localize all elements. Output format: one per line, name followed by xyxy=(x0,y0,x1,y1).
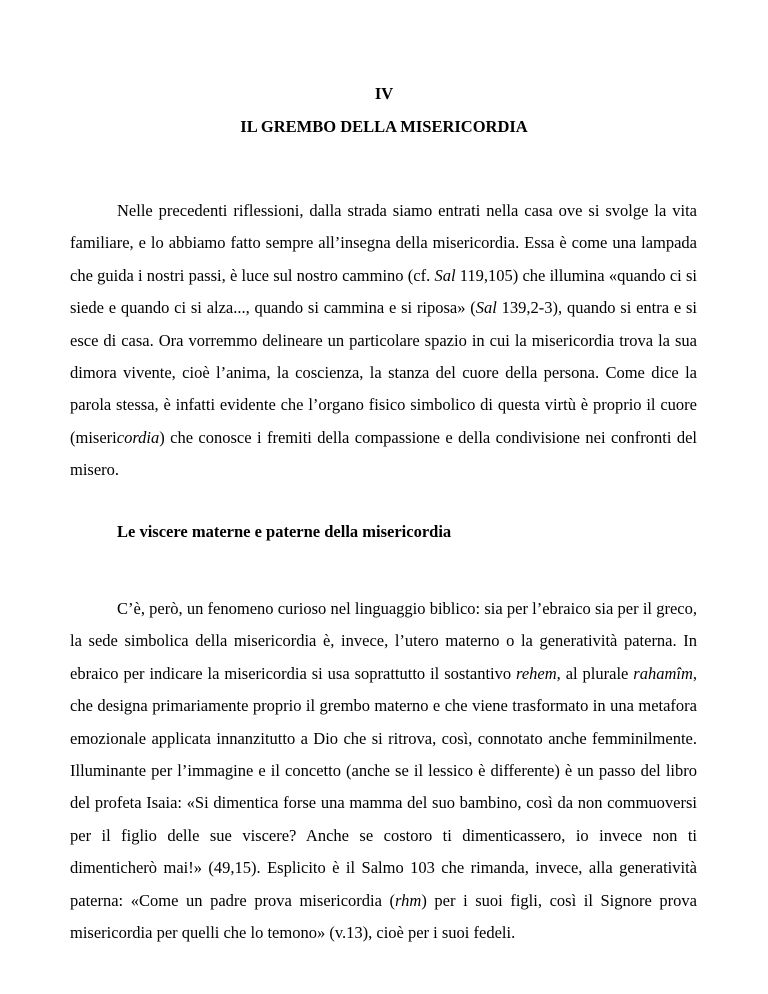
citation-italic: Sal xyxy=(475,298,497,318)
term-italic: rahamîm xyxy=(633,663,693,683)
paragraph-text: 139,2-3), quando si entra e si esce di casa. Ora vorremmo delineare un particolare spazio in cui la misericordia trova la sua dimora vivente, cioè l’anima, la coscienza, la stanza del cuore della persona. Come dice la parola stessa, è infatti evidente che l’organo fisico simbolico di questa virtù è proprio il cuore (miseri xyxy=(70,298,698,447)
paragraph-text: 119,105) che illumina «quando ci si siede e quando ci si alza..., quando si cammina e si riposa» ( xyxy=(70,265,697,318)
body-paragraph-2 xyxy=(70,593,697,949)
term-italic: rhm xyxy=(395,890,422,910)
body-paragraph-1 xyxy=(70,195,697,487)
paragraph-text: , che designa primariamente proprio il grembo materno e che viene trasformato in una metafora emozionale applicata innanzitutto a Dio che si ritrova, così, connotato anche femminilmente. Illuminante per l’immagine e il concetto (anche se il lessico è differente) è un passo del libro del profeta Isaia: «Si dimentica forse una mamma del suo bambino, così da non commuoversi per il figlio delle sue viscere? Anche se costoro ti dimenticassero, io invece non ti dimenticherò mai!» (49,15). Esplicito è il Salmo 103 che rimanda, invece, alla generatività paterna: «Come un padre prova misericordia ( xyxy=(70,663,698,910)
paragraph-text: ) che conosce i fremiti della compassione e della condivisione nei confronti del misero. xyxy=(70,427,697,480)
term-italic: rehem xyxy=(516,663,557,683)
paragraph-text: C’è, però, un fenomeno curioso nel linguaggio biblico: sia per l’ebraico sia per il greco, la sede simbolica della misericordia è, invece, l’utero materno o la generatività paterna. In ebraico per indicare la misericordia si usa soprattutto il sostantivo xyxy=(70,599,697,683)
paragraph-text: , al plurale xyxy=(556,663,634,683)
chapter-title: IL GREMBO DELLA MISERICORDIA xyxy=(240,117,528,136)
section-heading: Le viscere materne e paterne della misericordia xyxy=(117,522,452,541)
citation-italic: Sal xyxy=(434,265,456,285)
paragraph-text: ) per i suoi figli, così il Signore prova misericordia per quelli che lo temono» (v.13), cioè per i suoi fedeli. xyxy=(70,890,697,943)
chapter-number: IV xyxy=(374,84,394,103)
emphasis-italic: cordia xyxy=(116,427,160,447)
paragraph-text: Nelle precedenti riflessioni, dalla strada siamo entrati nella casa ove si svolge la vita familiare, e lo abbiamo fatto sempre all’insegna della misericordia. Essa è come una lampada che guida i nostri passi, è luce sul nostro cammino (cf. xyxy=(70,201,697,285)
